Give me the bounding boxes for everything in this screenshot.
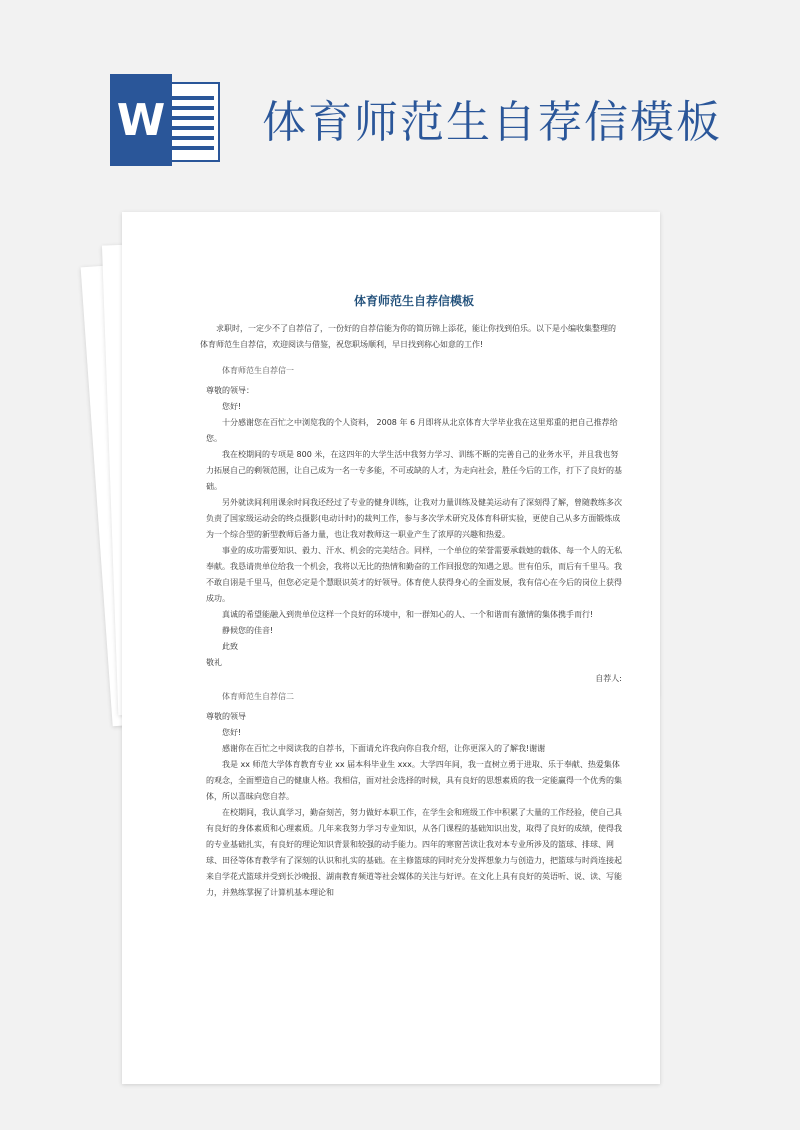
letter1-paragraph: 事业的成功需要知识、毅力、汗水、机会的完美结合。同样，一个单位的荣誉需要承载她的载体、每一个人的无私奉献。我恳请贵单位给我一个机会，我将以无比的热情和勤奋的工作回报您的知遇之恩。世有伯乐，而后有千里马。我不敢自诩是千里马，但您必定是个慧眼识英才的好领导。体育使人获得身心的全面发展，我有信心在今后的岗位上获得成功。 [206,546,622,603]
letter2-heading: 体育师范生自荐信二 [222,692,294,701]
letter1-paragraph: 静候您的佳音! [222,626,274,635]
letter1-paragraph: 十分感谢您在百忙之中浏览我的个人资料， 2008 年 6 月即将从北京体育大学毕业我在这里郑重的把自己推荐给您。 [206,418,618,443]
page-title: 体育师范生自荐信模板 [262,97,722,148]
letter2-paragraph: 我是 xx 师范大学体育教育专业 xx 届本科毕业生 xxx。大学四年间，我一直树立勇于进取、乐于奉献、热爱集体的观念，全面塑造自己的健康人格。我相信，面对社会选择的时候，具有良好的思想素质的我一定能赢得一个优秀的集体，所以喜昧向您自荐。 [206,760,622,801]
letter1-closing-regards: 敬礼 [206,658,222,667]
intro-paragraph: 求职时，一定少不了自荐信了，一份好的自荐信能为你的简历锦上添花，能让你找到伯乐。以下是小编收集整理的体育师范生自荐信，欢迎阅读与借鉴，祝您职场顺利，早日找到称心如意的工作! [200,324,616,349]
letter2-greeting: 您好! [222,728,242,737]
word-badge: W [110,74,172,166]
word-document-icon [110,74,222,166]
letter1-heading: 体育师范生自荐信一 [222,366,294,375]
letter1-paragraph: 我在校期间的专项是 800 米，在这四年的大学生活中我努力学习、训练不断的完善自己的业务水平，并且我也努力拓展自己的剩领范围，让自己成为一名一专多能，不可或缺的人才，为走向社会，胜任今后的工作，打下了良好的基础。 [206,450,622,491]
document-page [122,212,660,1084]
letter2-paragraph: 感谢你在百忙之中阅读我的自荐书，下面请允许我向你自我介绍，让你更深入的了解我!谢谢 [222,744,546,753]
letter2-salutation: 尊敬的领导 [206,712,246,721]
letter1-signature: 自荐人: [595,674,622,683]
document-title: 体育师范生自荐信模板 [353,294,474,308]
letter1-paragraph: 真诚的希望能融入到贵单位这样一个良好的环境中，和一群知心的人、一个和谐而有激情的集体携手而行! [222,610,594,619]
header [0,0,800,200]
letter1-greeting: 您好! [222,402,242,411]
letter1-salutation: 尊敬的领导： [206,386,254,395]
letter2-paragraph: 在校期间，我认真学习，勤奋刻苦，努力做好本职工作，在学生会和班级工作中积累了大量的工作经验，使自己具有良好的身体素质和心理素质。几年来我努力学习专业知识，从各门课程的基础知识出发，取得了良好的成绩，使得我的专业基础扎实，有良好的理论知识背景和较强的动手能力。四年的寒窗苦读让我对本专业所涉及的篮球、排球、网球、田径等体育教学有了深刻的认识和扎实的基础。在主修篮球的同时充分发挥想象力与创造力，把篮球与时尚连接起来自学花式篮球并受到长沙晚报、湖南教育频道等社会媒体的关注与好评。在文化上具有良好的英语听、说、读、写能力，并熟练掌握了计算机基本理论和 [206,808,622,897]
letter1-closing: 此致 [222,642,238,651]
letter1-paragraph: 另外就读间利用课余时间我还经过了专业的健身训练，让我对力量训练及健美运动有了深刻得了解，曾随教练多次负责了国家级运动会的终点摄影(电动计时)的裁判工作，参与多次学术研究及体育科研实验，更使自己从多方面锻炼成为一个综合型的新型教师后备力量，也让我对教师这一职业产生了浓厚的兴趣和热爱。 [206,498,622,539]
document-content [200,292,622,901]
